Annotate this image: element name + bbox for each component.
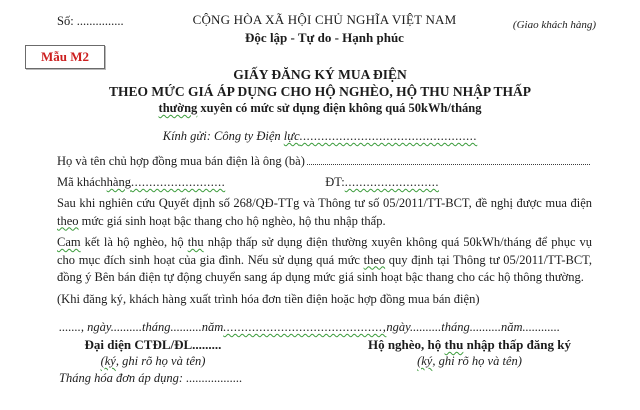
- title-line3-rest: xuyên có mức sử dụng điện không quá 50kWh/tháng: [197, 101, 482, 115]
- document-title-block: [0, 66, 640, 116]
- sign-note-rest: , ghi rõ họ và tên): [432, 354, 522, 368]
- date-line: [59, 320, 570, 335]
- salutation-word-squiggled: lực: [283, 129, 300, 143]
- document-title-line1: GIẤY ĐĂNG KÝ MUA ĐIỆN: [233, 67, 407, 82]
- title-word-squiggled: thường: [158, 101, 198, 115]
- customer-code-label: Mã khách: [57, 175, 107, 189]
- sign-note-squiggled: (ký: [417, 354, 433, 368]
- copy-recipient-note: (Giao khách hàng): [512, 19, 596, 31]
- date-middle-dotted-blank: ............................................,: [223, 320, 387, 334]
- p2-text-2: nhập thấp sử dụng điện thường xuyên không quá 50kWh/tháng để phục vụ cho mục đích sinh hoạt của gia đình. Nếu sử dụng quá mức: [57, 235, 593, 267]
- salutation-dotted-blank: .................................................: [299, 129, 478, 143]
- household-title-2: nhập thấp đăng ký: [463, 337, 572, 352]
- p1-text: Sau khi nghiên cứu Quyết định số 268/QĐ-TTg và Thông tư số 05/2011/TT-BCT, đề nghị được mua điện: [57, 196, 592, 210]
- form-code-badge: [25, 45, 105, 69]
- document-title-line2: THEO MỨC GIÁ ÁP DỤNG CHO HỘ NGHÈO, HỘ THU NHẬP THẤP: [108, 84, 532, 99]
- household-title-1: Hộ nghèo, hộ: [367, 337, 445, 352]
- paragraph-commitment: [57, 234, 592, 287]
- household-registrant-title: [347, 337, 592, 353]
- contract-holder-dotted-blank: [307, 164, 590, 165]
- form-code-label: Mẫu M2: [40, 49, 90, 64]
- utility-representative-title: Đại diện CTĐL/ĐL.........: [84, 337, 222, 352]
- form-body: [0, 154, 640, 386]
- national-motto-line1: CỘNG HÒA XÃ HỘI CHỦ NGHĨA VIỆT NAM: [192, 12, 457, 27]
- national-heading: [57, 12, 592, 46]
- signature-block: [57, 320, 592, 386]
- contract-holder-line: [57, 154, 592, 169]
- invoice-month-line: Tháng hóa đơn áp dụng: ..................: [59, 371, 243, 385]
- household-title-squiggled: thu: [444, 337, 464, 352]
- signature-column-household: [347, 337, 592, 369]
- p2-text-1: kết là hộ nghèo, hộ: [80, 235, 188, 249]
- customer-code-line: [57, 175, 592, 190]
- salutation-label: Kính gửi: Công ty Điện: [162, 129, 284, 143]
- utility-sign-note: [59, 354, 247, 369]
- sign-note-squiggled: (ký: [100, 354, 116, 368]
- p2-text-3: quy định tại Thông tư 05/2011/TT-BCT, đồng ý Bên bán điện tự động chuyển sang áp dụng mức giá sinh hoạt bậc thang cho các hộ thông thường.: [57, 252, 592, 284]
- document-title-line3: [0, 100, 640, 116]
- paragraph-request: [57, 195, 592, 230]
- signature-columns-gap: [247, 337, 347, 369]
- salutation-line: [0, 129, 640, 144]
- phone-label: ĐT:: [325, 175, 345, 189]
- phone-dotted-blank: ..........................: [344, 175, 439, 189]
- date-right: ngày..........tháng..........năm............: [386, 320, 560, 334]
- document-number-field: Số: ...............: [57, 14, 124, 28]
- p2-word-squiggled-3: theo: [363, 252, 386, 267]
- p1-word-squiggled: theo: [57, 213, 79, 228]
- p2-word-squiggled-2: thu: [187, 235, 204, 249]
- signature-columns: [59, 337, 592, 369]
- p1-text-end: mức giá sinh hoạt bậc thang cho hộ nghèo, hộ thu nhập thấp.: [78, 213, 386, 228]
- signature-column-utility: [59, 337, 247, 369]
- national-motto-line2: Độc lập - Tự do - Hạnh phúc: [245, 30, 404, 45]
- p2-word-squiggled-1: Cam: [57, 235, 81, 249]
- sign-note-rest: , ghi rõ họ và tên): [115, 354, 206, 368]
- customer-code-label-squiggled: hàng: [106, 175, 131, 189]
- customer-code-dotted-blank: ..........................: [130, 175, 226, 189]
- date-left: ......., ngày..........tháng..........năm: [59, 320, 224, 334]
- paragraph-note: (Khi đăng ký, khách hàng xuất trình hóa đơn tiền điện hoặc hợp đồng mua bán điện): [57, 291, 480, 306]
- household-sign-note: [347, 354, 592, 369]
- contract-holder-label: Họ và tên chủ hợp đồng mua bán điện là ông (bà): [57, 154, 305, 168]
